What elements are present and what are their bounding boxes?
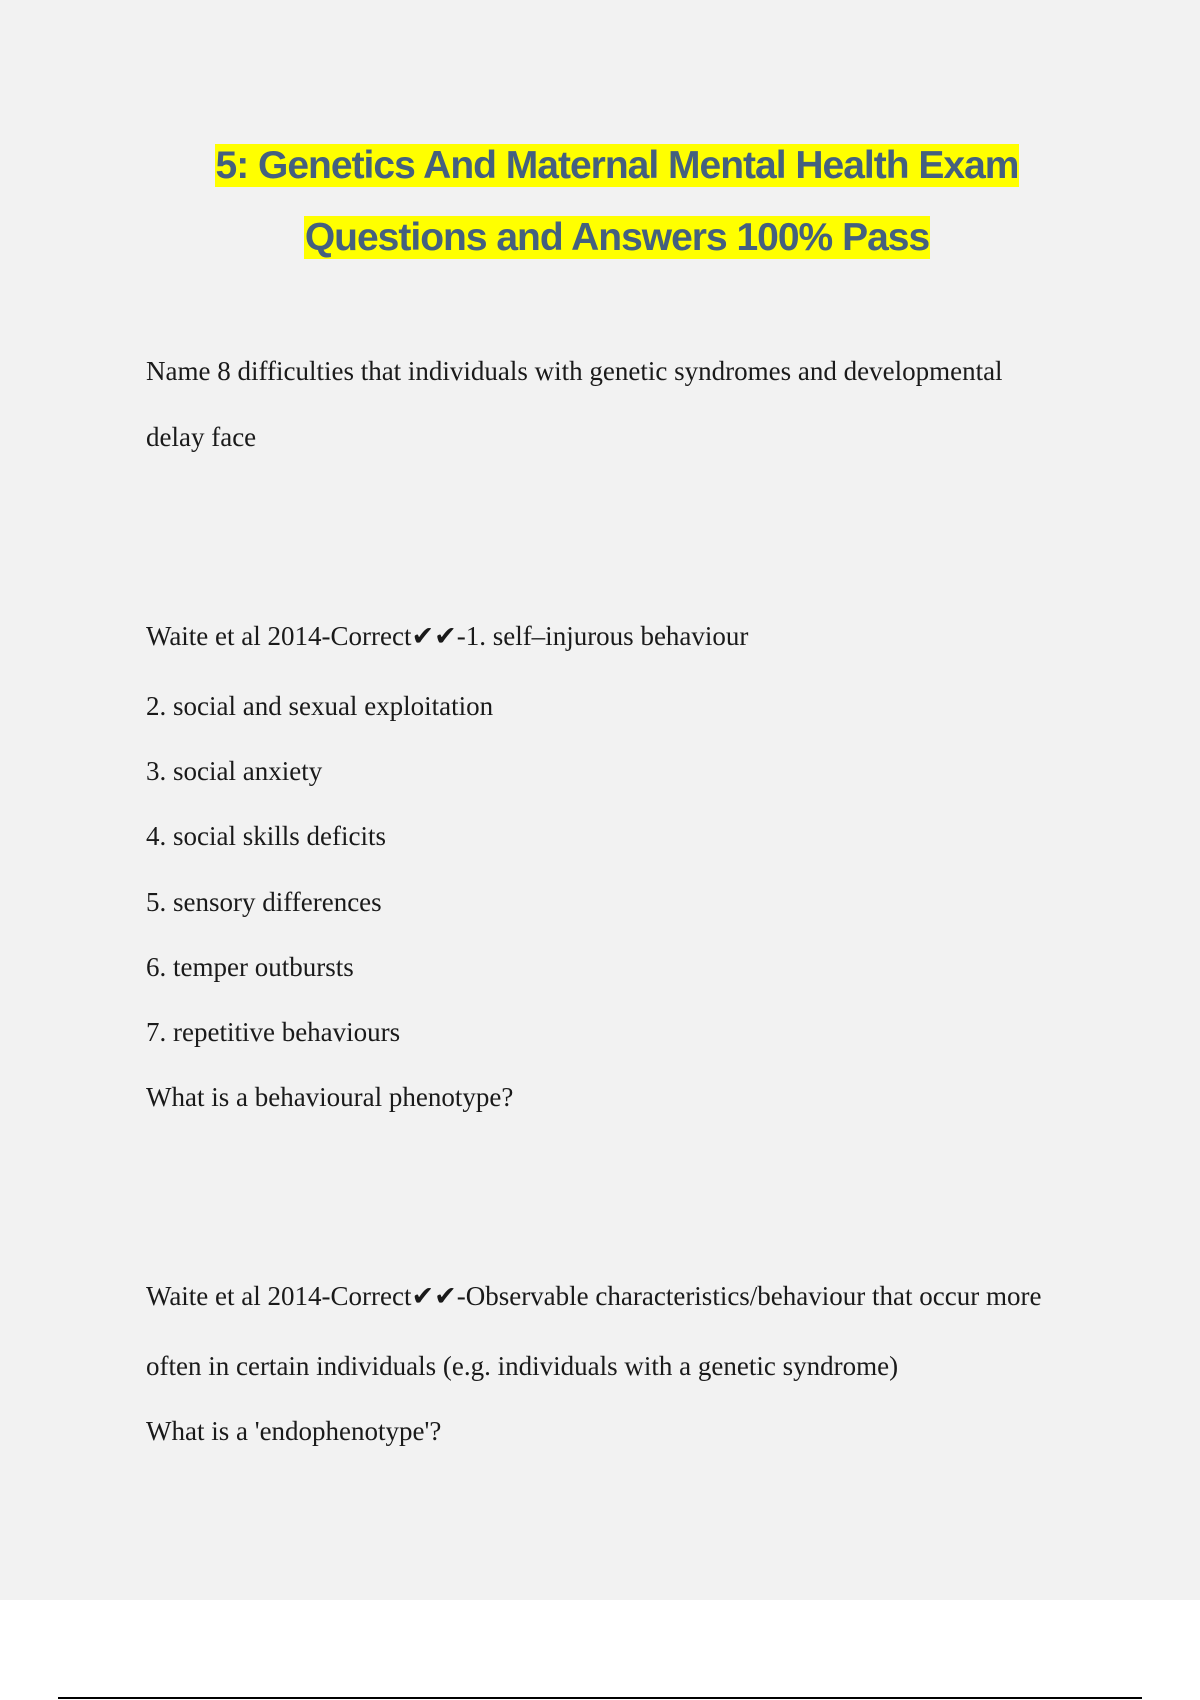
title-highlight-2: Questions and Answers 100% Pass xyxy=(304,216,930,259)
title-highlight-1: 5: Genetics And Maternal Mental Health Exam xyxy=(215,144,1019,187)
document-title-line-1 xyxy=(0,144,1200,188)
document-title-line-2 xyxy=(0,216,1200,260)
question-1-line-1: Name 8 difficulties that individuals with genetic syndromes and developmental xyxy=(146,356,1003,386)
answer-1-item: Waite et al 2014-Correct✔✔-1. self–injurous behaviour xyxy=(146,621,749,651)
answer-1-item: 5. sensory differences xyxy=(146,887,382,917)
answer-1-item: 2. social and sexual exploitation xyxy=(146,691,494,721)
answer-1-item: 4. social skills deficits xyxy=(146,821,386,851)
footer-divider xyxy=(58,1697,1142,1699)
answer-1-item: 3. social anxiety xyxy=(146,756,323,786)
question-2: What is a behavioural phenotype? xyxy=(146,1082,514,1112)
question-1-line-2: delay face xyxy=(146,422,257,452)
answer-2-line-1: Waite et al 2014-Correct✔✔-Observable characteristics/behaviour that occur more xyxy=(146,1281,1042,1311)
answer-1-item: 6. temper outbursts xyxy=(146,952,354,982)
question-3: What is a 'endophenotype'? xyxy=(146,1416,442,1446)
answer-1-item: 7. repetitive behaviours xyxy=(146,1017,401,1047)
answer-2-line-2: often in certain individuals (e.g. individuals with a genetic syndrome) xyxy=(146,1351,899,1381)
